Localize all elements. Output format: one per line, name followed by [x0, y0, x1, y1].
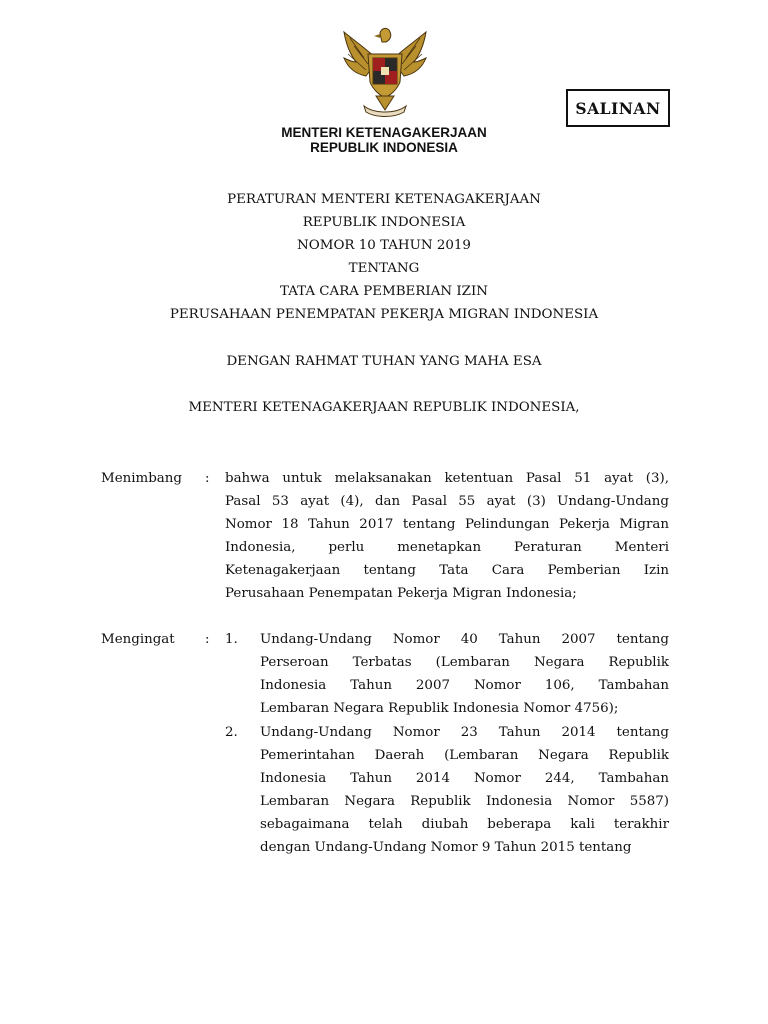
- regulation-number: NOMOR 10 TAHUN 2019: [297, 238, 471, 253]
- regulation-subject-line2: PERUSAHAAN PENEMPATAN PEKERJA MIGRAN INDONESIA: [169, 307, 599, 322]
- menimbang-colon: :: [205, 471, 210, 486]
- stamp-label: SALINAN: [575, 98, 661, 118]
- menimbang-line: Indonesia, perlu menetapkan Peraturan Menteri: [225, 540, 669, 555]
- mengingat-item-line: Indonesia Tahun 2007 Nomor 106, Tambahan: [260, 678, 669, 693]
- authority-line: MENTERI KETENAGAKERJAAN REPUBLIK INDONESIA,: [188, 400, 580, 415]
- mengingat-item-line: dengan Undang-Undang Nomor 9 Tahun 2015 tentang: [260, 840, 632, 855]
- invocation: DENGAN RAHMAT TUHAN YANG MAHA ESA: [226, 354, 542, 369]
- mengingat-item-line: Perseroan Terbatas (Lembaran Negara Republik: [260, 655, 669, 670]
- mengingat-item-line: Lembaran Negara Republik Indonesia Nomor 4756);: [260, 701, 619, 716]
- menimbang-line: Nomor 18 Tahun 2017 tentang Pelindungan Pekerja Migran: [225, 517, 669, 532]
- menimbang-label: Menimbang: [101, 471, 182, 486]
- ministry-name: MENTERI KETENAGAKERJAAN: [281, 125, 487, 140]
- ministry-country: REPUBLIK INDONESIA: [310, 140, 458, 155]
- mengingat-item-line: sebagaimana telah diubah beberapa kali terakhir: [260, 817, 669, 832]
- mengingat-item-number: 1.: [225, 632, 238, 647]
- menimbang-line: Pasal 53 ayat (4), dan Pasal 55 ayat (3) Undang-Undang: [225, 494, 669, 509]
- mengingat-item-number: 2.: [225, 725, 238, 740]
- mengingat-item-line: Lembaran Negara Republik Indonesia Nomor 5587): [260, 794, 669, 809]
- mengingat-colon: :: [205, 632, 210, 647]
- mengingat-item-line: Pemerintahan Daerah (Lembaran Negara Republik: [260, 748, 669, 763]
- regulation-country: REPUBLIK INDONESIA: [302, 215, 466, 230]
- menimbang-line: Ketenagakerjaan tentang Tata Cara Pemberian Izin: [225, 563, 669, 578]
- salinan-stamp: [566, 89, 670, 127]
- mengingat-item-line: Undang-Undang Nomor 40 Tahun 2007 tentang: [260, 632, 669, 647]
- menimbang-line: bahwa untuk melaksanakan ketentuan Pasal 51 ayat (3),: [225, 471, 669, 486]
- garuda-emblem-icon: [330, 20, 440, 120]
- mengingat-item-line: Indonesia Tahun 2014 Nomor 244, Tambahan: [260, 771, 669, 786]
- regulation-title: PERATURAN MENTERI KETENAGAKERJAAN: [227, 192, 541, 207]
- regulation-about: TENTANG: [348, 261, 420, 276]
- mengingat-label: Mengingat: [101, 632, 175, 647]
- menimbang-line: Perusahaan Penempatan Pekerja Migran Indonesia;: [225, 586, 577, 601]
- regulation-subject-line1: TATA CARA PEMBERIAN IZIN: [280, 284, 488, 299]
- mengingat-item-line: Undang-Undang Nomor 23 Tahun 2014 tentang: [260, 725, 669, 740]
